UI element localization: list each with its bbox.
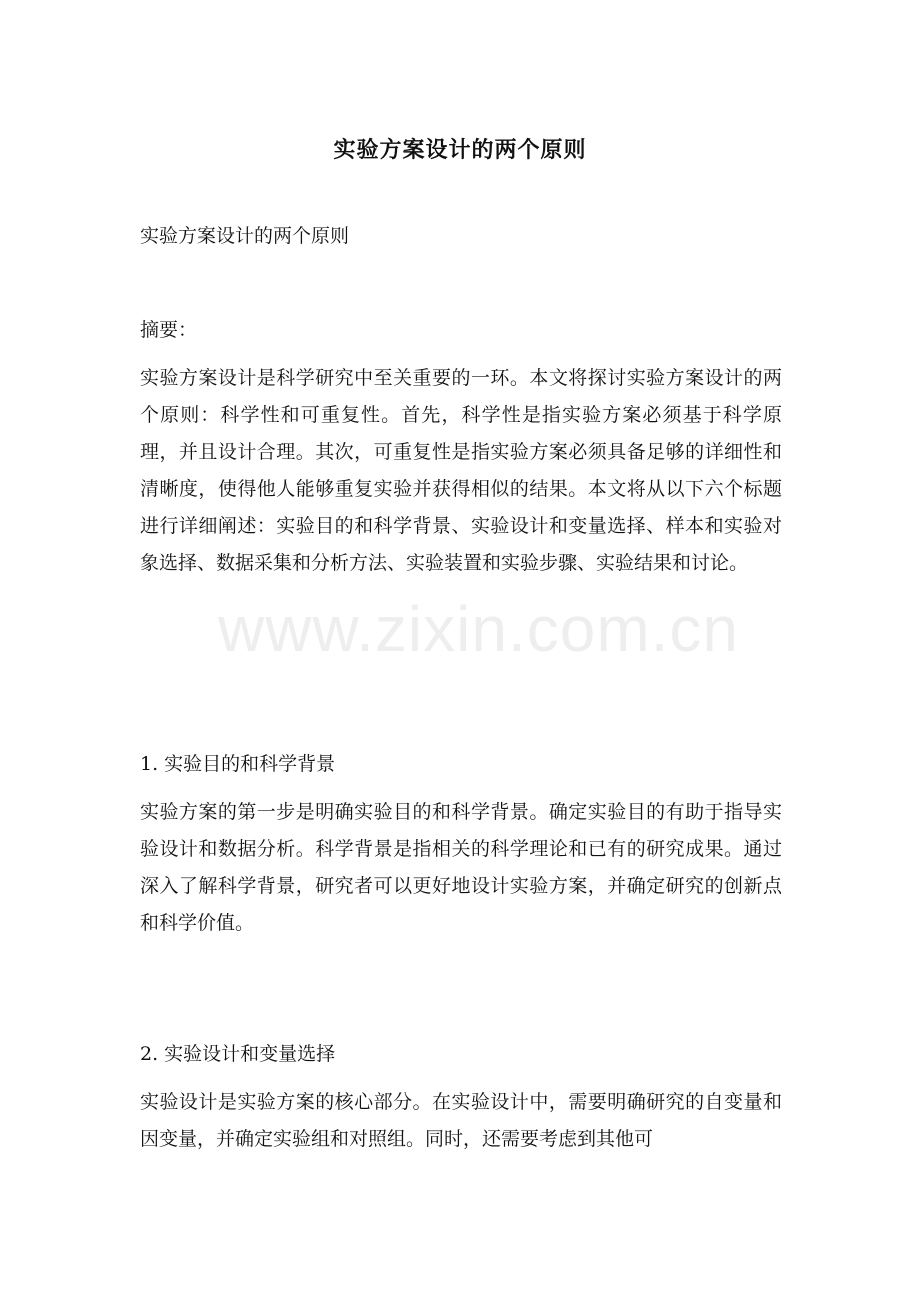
watermark-text: www.zixin.com.cn [218,593,739,665]
document-title: 实验方案设计的两个原则 [333,136,587,163]
abstract-body: 实验方案设计是科学研究中至关重要的一环。本文将探讨实验方案设计的两个原则：科学性和可重复性。首先，科学性是指实验方案必须基于科学原理，并且设计合理。其次，可重复性是指实验方案必须具备足够的详细性和清晰度，使得他人能够重复实验并获得相似的结果。本文将从以下六个标题进行详细阐述：实验目的和科学背景、实验设计和变量选择、样本和实验对象选择、数据采集和分析方法、实验装置和实验步骤、实验结果和讨论。 [140,367,782,574]
abstract-label: 摘要： [140,319,198,341]
section-2-body: 实验设计是实验方案的核心部分。在实验设计中，需要明确研究的自变量和因变量，并确定实验组和对照组。同时，还需要考虑到其他可 [140,1091,782,1150]
section-1-body: 实验方案的第一步是明确实验目的和科学背景。确定实验目的有助于指导实验设计和数据分析。科学背景是指相关的科学理论和已有的研究成果。通过深入了解科学背景，研究者可以更好地设计实验方案，并确定研究的创新点和科学价值。 [140,801,782,934]
section-2-heading: 2. 实验设计和变量选择 [140,1043,336,1065]
section-1-heading: 1. 实验目的和科学背景 [140,753,336,775]
document-subtitle: 实验方案设计的两个原则 [140,225,350,247]
